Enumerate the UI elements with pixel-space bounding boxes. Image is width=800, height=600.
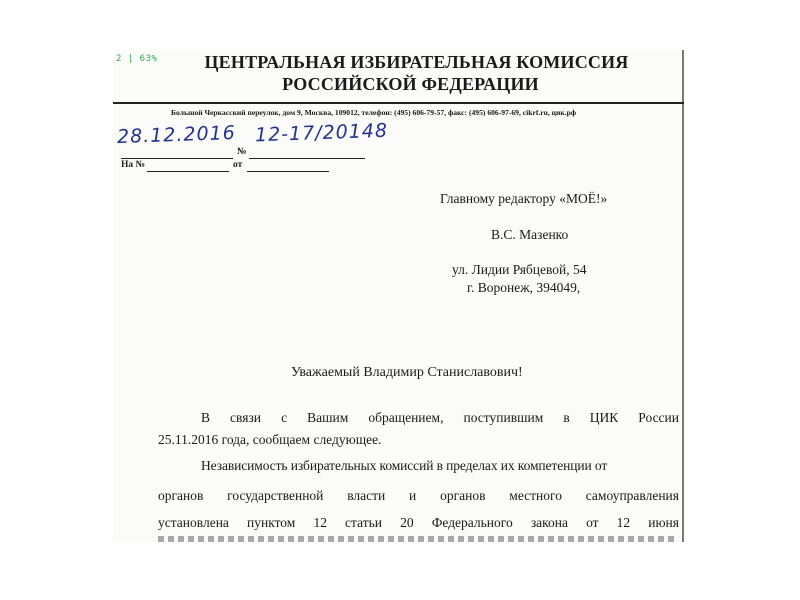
handwritten-number: 12-17/20148 [254,119,389,147]
letter-page [113,50,684,542]
recipient-name: В.С. Мазенко [491,227,569,242]
cut-off-text-line [158,536,678,542]
reference-from-label: от [233,160,243,170]
letterhead-rule [113,102,684,104]
date-underline [121,158,233,159]
reference-underline [147,171,229,172]
recipient-city: г. Воронеж, 394049, [467,280,581,295]
reference-from-underline [247,171,329,172]
letterhead-subtitle: РОССИЙСКОЙ ФЕДЕРАЦИИ [282,74,539,94]
salutation: Уважаемый Владимир Станиславович! [291,365,523,380]
recipient-position: Главному редактору «МОЁ!» [440,191,608,206]
reference-label: На № [121,160,146,170]
letterhead-title: ЦЕНТРАЛЬНАЯ ИЗБИРАТЕЛЬНАЯ КОМИССИЯ [204,52,629,72]
recipient-street: ул. Лидии Рябцевой, 54 [452,262,587,277]
letterhead-address: Большой Черкасский переулок, дом 9, Москва, 109012, телефон: (495) 606-79-57, факс: (495) 606-97-69, cikrf.ru, цик.рф [171,108,577,117]
body-p2-line3: установлена пунктом 12 статьи 20 Федерального закона от 12 июня [158,515,679,530]
number-label: № [237,147,247,157]
page-edge [682,50,684,542]
body-p1-line1: В связи с Вашим обращением, поступившим в ЦИК России [201,410,679,425]
body-p1-line2: 25.11.2016 года, сообщаем следующее. [158,432,382,447]
handwritten-date: 28.12.2016 [116,121,237,149]
number-underline [249,158,365,159]
scan-status-text: 2 | 63% [116,54,158,64]
body-p2-line2: органов государственной власти и органов местного самоуправления [158,488,679,503]
body-p2-line1: Независимость избирательных комиссий в пределах их компетенции от [201,458,608,473]
